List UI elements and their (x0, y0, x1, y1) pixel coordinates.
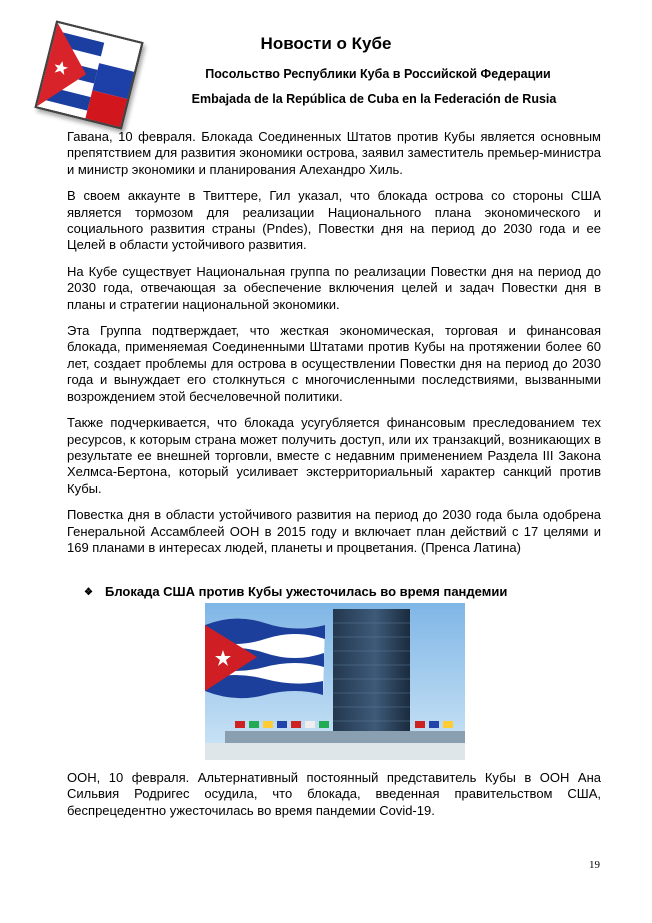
article-paragraph: Эта Группа подтверждает, что жесткая экономическая, торговая и финансовая блокада, применяемая Соединенными Штатами против Кубы на протяжении более 60 лет, создает проблемы для острова в осуществлении Повестки дня на период до 2030 года и вынуждает его столкнуться с многочисленными последствиями, вызванными возрождением этой бесчеловечной политики. (67, 323, 601, 404)
article-paragraph: ООН, 10 февраля. Альтернативный постоянный представитель Кубы в ООН Ана Сильвия Родригес осудила, что блокада, введенная правительством США, беспрецедентно ужесточилась во время пандемии Covid-19. (67, 770, 601, 818)
embassy-name-spanish: Embajada de la República de Cuba en la Federación de Rusia (191, 92, 557, 106)
article-paragraph: На Кубе существует Национальная группа по реализации Повестки дня на период до 2030 года, отвечающая за обеспечение включения целей и задач Повестки дня в планы и стратегии национальной экономики. (67, 263, 601, 312)
article-paragraph: Также подчеркивается, что блокада усугубляется финансовым преследованием тех ресурсов, к которым страна может получить доступ, или их транзакций, возникающих в результате ее внешней торговли, вместе с недавним применением Раздела III Закона Хелмса-Бертона, который усиливает экстерриториальный характер санкций против Кубы. (67, 415, 601, 496)
section-heading (84, 584, 507, 599)
article-paragraph: Повестка дня в области устойчивого развития на период до 2030 года была одобрена Генеральной Ассамблеей ООН в 2015 году и включает план действий с 17 целями и 169 планами в интересах людей, планеты и процветания. (Пренса Латина) (67, 507, 601, 555)
article-paragraph: Гавана, 10 февраля. Блокада Соединенных Штатов против Кубы является основным препятствием для развития экономики острова, заявил заместитель премьер-министра и министр экономики и планирования Алехандро Хиль. (67, 129, 601, 177)
article-paragraph: В своем аккаунте в Твиттере, Гил указал, что блокада острова со стороны США является тормозом для реализации Национального плана экономического и социального развития страны (Pndes), Повестки дня на период до 2030 года и ее Целей в области устойчивого развития. (67, 188, 601, 253)
page-number: 19 (589, 859, 600, 871)
un-building-cuban-flag-photo (205, 603, 465, 760)
section-heading-text: Блокада США против Кубы ужесточилась во время пандемии (104, 584, 508, 599)
article-body (67, 129, 601, 566)
page-title: Новости о Кубе (260, 34, 392, 53)
diamond-bullet-icon: ❖ (84, 587, 93, 598)
embassy-name-russian: Посольство Республики Куба в Российской Федерации (205, 67, 551, 81)
